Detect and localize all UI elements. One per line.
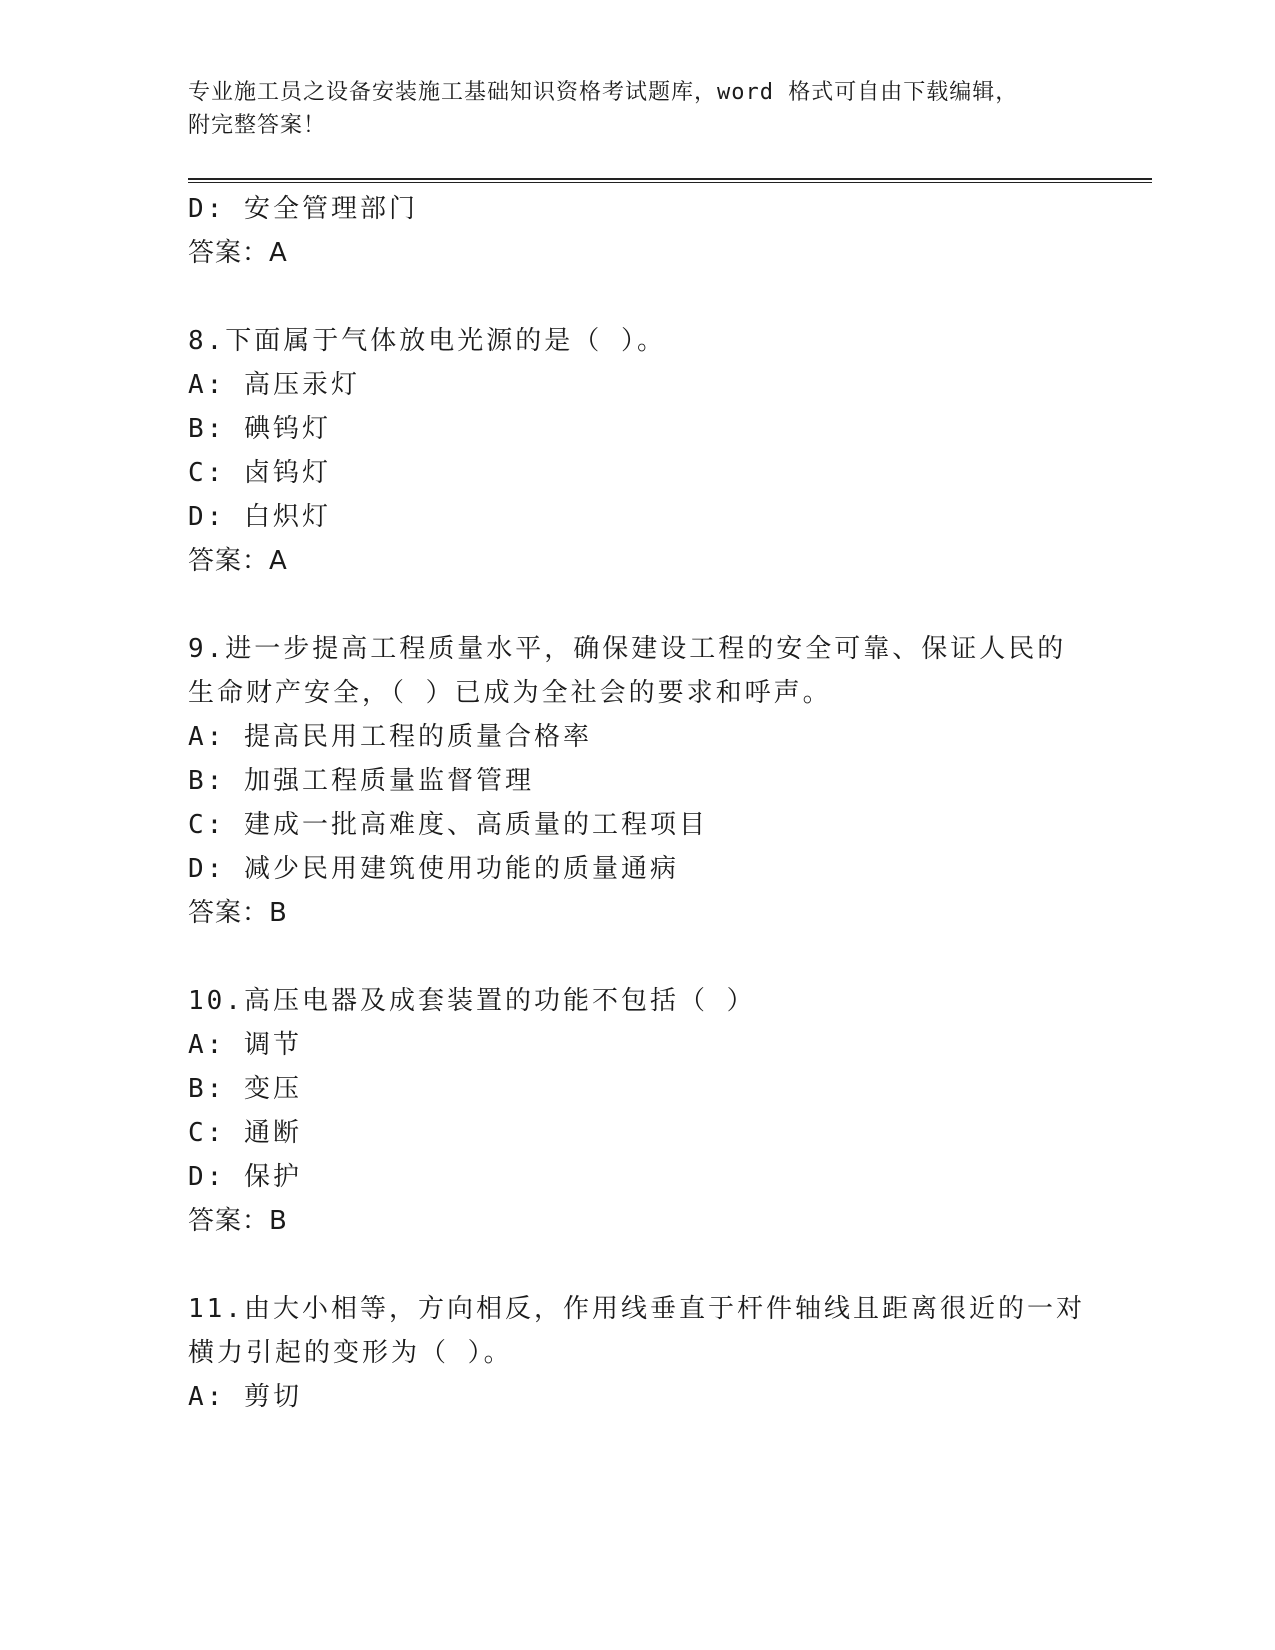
- q11-stem-line-1: 11.由大小相等，方向相反，作用线垂直于杆件轴线且距离很近的一对: [188, 1294, 1085, 1324]
- q8-option-c: C: 卤钨灯: [188, 458, 331, 488]
- q9-option-d: D: 减少民用建筑使用功能的质量通病: [188, 854, 679, 884]
- q10-option-c: C: 通断: [188, 1118, 302, 1148]
- q11-option-a: A: 剪切: [188, 1382, 302, 1412]
- q10-answer: 答案：B: [188, 1206, 288, 1236]
- prev-answer: 答案：A: [188, 238, 288, 268]
- q9-option-c: C: 建成一批高难度、高质量的工程项目: [188, 810, 708, 840]
- prev-option-d: D: 安全管理部门: [188, 194, 418, 224]
- q10-option-d: D: 保护: [188, 1162, 302, 1192]
- q9-option-a: A: 提高民用工程的质量合格率: [188, 722, 592, 752]
- q8-option-b: B: 碘钨灯: [188, 414, 331, 444]
- header-line-1: 专业施工员之设备安装施工基础知识资格考试题库，word 格式可自由下载编辑，: [188, 80, 1019, 105]
- q10-stem-line-1: 10.高压电器及成套装置的功能不包括（ ）: [188, 986, 756, 1016]
- q9-option-b: B: 加强工程质量监督管理: [188, 766, 534, 796]
- header-line-2: 附完整答案！: [188, 113, 327, 138]
- document-header: [188, 76, 1088, 142]
- q8-option-d: D: 白炽灯: [188, 502, 331, 532]
- q10-option-a: A: 调节: [188, 1030, 302, 1060]
- q8-stem-line-1: 8.下面属于气体放电光源的是（ ）。: [188, 326, 666, 356]
- q8-option-a: A: 高压汞灯: [188, 370, 360, 400]
- q9-stem-line-1: 9.进一步提高工程质量水平，确保建设工程的安全可靠、保证人民的: [188, 634, 1067, 664]
- q11-stem-line-2: 横力引起的变形为（ ）。: [188, 1338, 513, 1368]
- q9-stem-line-2: 生命财产安全，（ ）已成为全社会的要求和呼声。: [188, 678, 832, 708]
- q8-answer: 答案：A: [188, 546, 288, 576]
- q9-answer: 答案：B: [188, 898, 288, 928]
- q10-option-b: B: 变压: [188, 1074, 302, 1104]
- header-divider: [188, 178, 1152, 183]
